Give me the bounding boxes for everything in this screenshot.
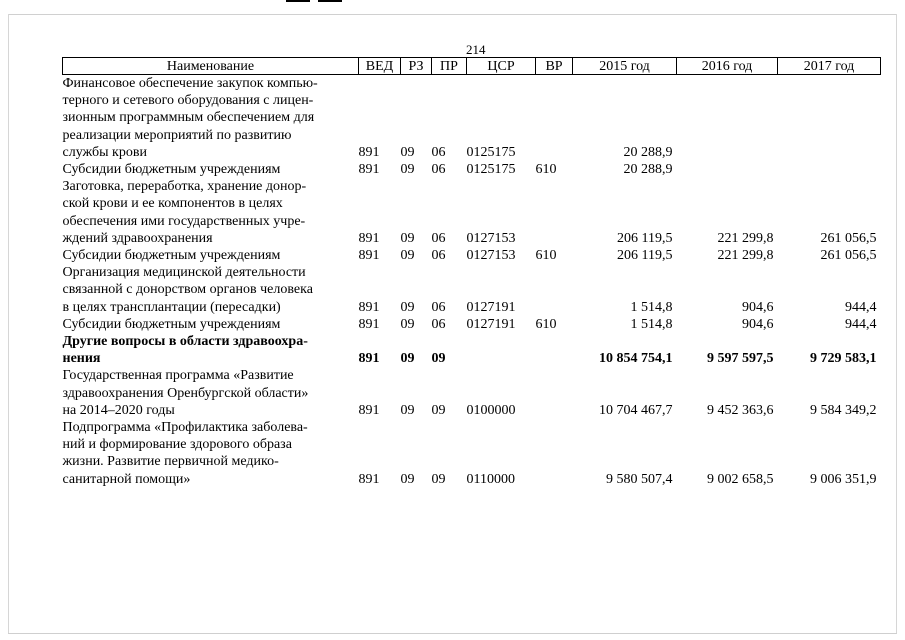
header-rz: РЗ	[401, 58, 432, 75]
cell-vr	[536, 264, 573, 316]
cell-y2015: 1 514,8	[630, 316, 673, 332]
row-name-line: Субсидии бюджетным учреждениям	[62, 162, 281, 178]
cell-y2015: 1 514,8	[630, 299, 673, 315]
cell-rz: 09	[400, 351, 415, 367]
header-name: Наименование	[63, 58, 359, 75]
cell-pr: 09	[431, 351, 446, 367]
cell-pr: 06	[431, 299, 446, 315]
cell-ved: 891	[358, 144, 380, 160]
scan-frame-bottom	[8, 633, 897, 634]
row-name-line: Субсидии бюджетным учреждениям	[62, 248, 281, 264]
cell-y2017: 944,4	[845, 299, 877, 315]
row-name-line: связанной с донорством органов человека	[62, 282, 313, 298]
cell-y2016	[677, 75, 778, 162]
row-name-cell	[63, 264, 359, 316]
table-row	[63, 367, 881, 419]
row-name-line: Субсидии бюджетным учреждениям	[62, 316, 281, 332]
page-number: 214	[466, 42, 486, 57]
row-name-line: ний и формирование здорового образа	[62, 437, 292, 453]
cell-csr	[467, 333, 536, 367]
row-name-line: санитарной помощи»	[62, 471, 191, 487]
table-body	[63, 75, 881, 488]
cell-y2017: 261 056,5	[820, 248, 877, 264]
header-2016: 2016 год	[677, 58, 778, 75]
row-name-line: зионным программным обеспечением для	[62, 110, 315, 126]
row-name-line: в целях трансплантации (пересадки)	[62, 299, 281, 315]
cell-pr: 09	[431, 402, 446, 418]
row-name-line: терного и сетевого оборудования с лицен-	[62, 93, 314, 109]
row-name-line: Другие вопросы в области здравоохра-	[62, 334, 308, 350]
budget-table	[62, 57, 881, 488]
cell-y2016: 221 299,8	[717, 230, 774, 246]
row-name-line: жизни. Развитие первичной медико-	[62, 454, 279, 470]
header-csr: ЦСР	[467, 58, 536, 75]
cell-csr: 0127191	[466, 316, 516, 332]
cell-vr	[536, 75, 573, 162]
cell-csr: 0125175	[466, 144, 516, 160]
cell-y2015: 9 580 507,4	[606, 471, 673, 487]
cell-vr: 610	[535, 316, 557, 332]
cell-pr: 06	[431, 316, 446, 332]
row-name-line: службы крови	[62, 144, 147, 160]
cell-ved: 891	[358, 471, 380, 487]
cell-ved: 891	[358, 316, 380, 332]
cell-ved: 891	[358, 162, 380, 178]
cell-y2015: 10 854 754,1	[599, 351, 673, 367]
cell-ved: 891	[358, 402, 380, 418]
table-row	[63, 419, 881, 488]
cell-pr: 06	[431, 162, 446, 178]
cell-y2015: 20 288,9	[623, 144, 673, 160]
cell-vr	[536, 178, 573, 247]
cell-y2016: 9 597 597,5	[707, 351, 774, 367]
cell-vr	[536, 333, 573, 367]
row-name-cell	[63, 75, 359, 162]
cell-csr: 0100000	[466, 402, 516, 418]
table-row	[63, 316, 881, 333]
cell-y2017	[778, 161, 881, 178]
row-name-line: на 2014–2020 годы	[62, 402, 175, 418]
header-2017: 2017 год	[778, 58, 881, 75]
cell-y2017: 9 584 349,2	[810, 402, 877, 418]
cell-y2016: 9 002 658,5	[707, 471, 774, 487]
cell-csr: 0127191	[466, 299, 516, 315]
cell-ved: 891	[358, 230, 380, 246]
cell-y2016	[677, 161, 778, 178]
header-vr: ВР	[536, 58, 573, 75]
cell-pr: 09	[431, 471, 446, 487]
cell-rz: 09	[400, 144, 415, 160]
cell-pr: 06	[431, 144, 446, 160]
row-name-line: ждений здравоохранения	[62, 230, 213, 246]
cell-y2017: 9 729 583,1	[810, 351, 877, 367]
row-name-line: Организация медицинской деятельности	[62, 265, 306, 281]
cell-csr: 0127153	[466, 248, 516, 264]
cell-vr	[536, 367, 573, 419]
row-name-line: Финансовое обеспечение закупок компью-	[62, 76, 318, 91]
table-row	[63, 75, 881, 162]
cell-rz: 09	[400, 162, 415, 178]
cell-pr: 06	[431, 248, 446, 264]
cell-y2016: 9 452 363,6	[707, 402, 774, 418]
cell-y2017: 944,4	[845, 316, 877, 332]
cell-ved: 891	[358, 299, 380, 315]
cell-y2015: 20 288,9	[623, 162, 673, 178]
cell-rz: 09	[400, 230, 415, 246]
row-name-cell	[63, 367, 359, 419]
row-name-line: Государственная программа «Развитие	[62, 368, 294, 384]
cell-rz: 09	[400, 316, 415, 332]
cell-y2016: 904,6	[742, 299, 774, 315]
cell-vr	[536, 419, 573, 488]
top-edge-mark-left	[286, 0, 310, 2]
header-pr: ПР	[432, 58, 467, 75]
scan-frame-top	[8, 14, 897, 15]
cell-y2015: 206 119,5	[617, 230, 673, 246]
row-name-line: ской крови и ее компонентов в целях	[62, 196, 283, 212]
header-ved: ВЕД	[359, 58, 401, 75]
row-name-cell	[63, 247, 359, 264]
table-row	[63, 333, 881, 367]
row-name-line: здравоохранения Оренбургской области»	[62, 385, 309, 401]
table-row	[63, 247, 881, 264]
cell-y2016: 221 299,8	[717, 248, 774, 264]
cell-rz: 09	[400, 248, 415, 264]
top-edge-mark-right	[318, 0, 342, 2]
row-name-cell	[63, 316, 359, 333]
cell-csr: 0125175	[466, 162, 516, 178]
cell-rz: 09	[400, 299, 415, 315]
table-header-row	[63, 58, 881, 75]
table-row	[63, 178, 881, 247]
cell-vr: 610	[535, 248, 557, 264]
cell-rz: 09	[400, 402, 415, 418]
row-name-line: Подпрограмма «Профилактика заболева-	[62, 420, 308, 436]
cell-csr: 0110000	[466, 471, 515, 487]
cell-y2015: 10 704 467,7	[599, 402, 673, 418]
table-row	[63, 264, 881, 316]
cell-ved: 891	[358, 351, 380, 367]
row-name-line: обеспечения ими государственных учре-	[62, 213, 306, 229]
row-name-line: реализации мероприятий по развитию	[62, 127, 292, 143]
row-name-cell	[63, 333, 359, 367]
cell-y2017: 9 006 351,9	[810, 471, 877, 487]
cell-y2015: 206 119,5	[617, 248, 673, 264]
row-name-line: нения	[62, 351, 101, 367]
cell-y2016: 904,6	[742, 316, 774, 332]
cell-csr: 0127153	[466, 230, 516, 246]
cell-y2017	[778, 75, 881, 162]
cell-y2017: 261 056,5	[820, 230, 877, 246]
row-name-cell	[63, 419, 359, 488]
cell-ved: 891	[358, 248, 380, 264]
scan-frame-left	[8, 14, 9, 634]
table-row	[63, 161, 881, 178]
cell-vr: 610	[535, 162, 557, 178]
row-name-line: Заготовка, переработка, хранение донор-	[62, 179, 307, 195]
cell-pr: 06	[431, 230, 446, 246]
row-name-cell	[63, 161, 359, 178]
cell-rz: 09	[400, 471, 415, 487]
row-name-cell	[63, 178, 359, 247]
header-2015: 2015 год	[573, 58, 677, 75]
scan-frame-right	[896, 14, 897, 634]
